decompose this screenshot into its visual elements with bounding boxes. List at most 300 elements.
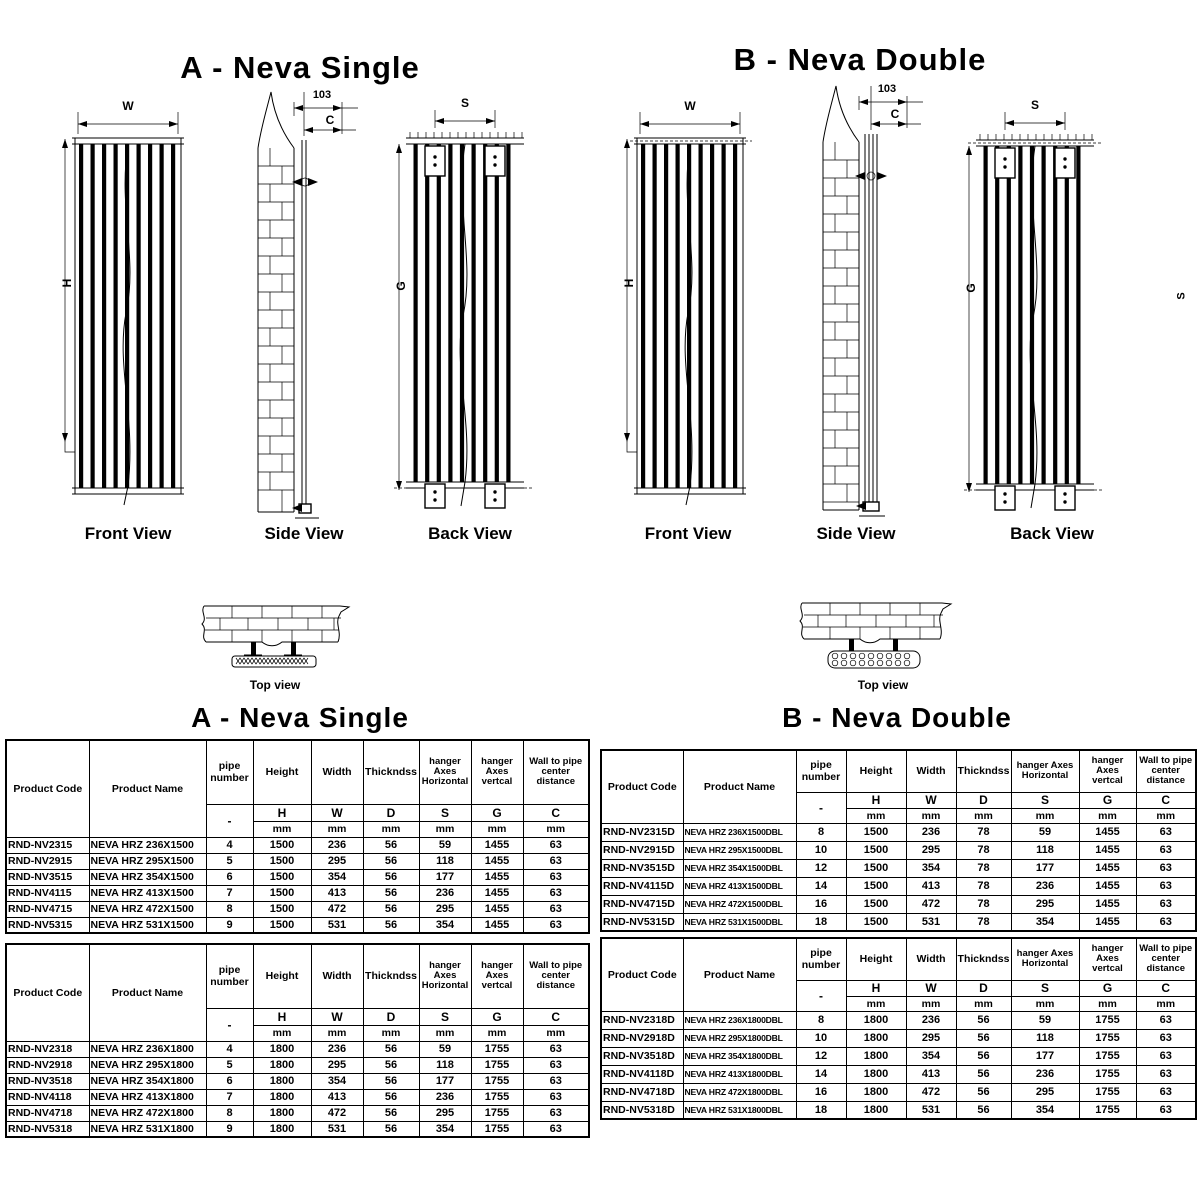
value-cell: 236 <box>1011 1065 1079 1083</box>
dim-label-w: W <box>122 99 134 113</box>
table-row <box>6 1073 589 1089</box>
letter-d: D <box>363 804 419 821</box>
value-cell: 63 <box>523 869 589 885</box>
value-cell: 1455 <box>471 885 523 901</box>
value-cell: 56 <box>363 1105 419 1121</box>
value-cell: 56 <box>956 1101 1011 1119</box>
col-header-thickness: Thickndss <box>956 938 1011 980</box>
product-code-cell: RND-NV3515 <box>6 869 89 885</box>
letter-dash: - <box>796 980 846 1011</box>
letter-c: C <box>1136 980 1196 996</box>
rail-teeth <box>980 134 1092 140</box>
product-code-cell: RND-NV4718D <box>601 1083 683 1101</box>
col-header-width: Width <box>311 944 363 1008</box>
table-row <box>601 895 1196 913</box>
value-cell: 1755 <box>471 1057 523 1073</box>
unit-cell: mm <box>1079 996 1136 1011</box>
letter-h: H <box>253 804 311 821</box>
value-cell: 56 <box>956 1083 1011 1101</box>
value-cell: 63 <box>523 837 589 853</box>
table-row <box>6 901 589 917</box>
product-code-cell: RND-NV2318 <box>6 1041 89 1057</box>
table-row <box>601 1029 1196 1047</box>
value-cell: 236 <box>1011 877 1079 895</box>
value-cell: 56 <box>363 1041 419 1057</box>
value-cell: 1500 <box>846 859 906 877</box>
brick-joints <box>818 603 934 639</box>
table-row <box>6 1121 589 1137</box>
product-name-cell: NEVA HRZ 413X1500DBL <box>683 877 796 895</box>
value-cell: 63 <box>523 1073 589 1089</box>
product-name-cell: NEVA HRZ 236X1800 <box>89 1041 206 1057</box>
product-name-cell: NEVA HRZ 531X1800DBL <box>683 1101 796 1119</box>
value-cell: 56 <box>363 853 419 869</box>
col-header-hanger-horizontal: hanger Axes Horizontal <box>1011 938 1079 980</box>
col-header-pipe-number: pipe number <box>206 944 253 1008</box>
value-cell: 63 <box>1136 877 1196 895</box>
product-name-cell: NEVA HRZ 472X1800DBL <box>683 1083 796 1101</box>
col-header-hanger-vertical: hanger Axes vertcal <box>471 944 523 1008</box>
table-row <box>6 1089 589 1105</box>
letter-g: G <box>471 804 523 821</box>
product-name-cell: NEVA HRZ 531X1500 <box>89 917 206 933</box>
letter-d: D <box>956 792 1011 808</box>
letter-d: D <box>363 1008 419 1025</box>
value-cell: 1455 <box>471 901 523 917</box>
value-cell: 63 <box>523 853 589 869</box>
section-a-title: A - Neva Single <box>180 50 420 85</box>
table-row <box>601 1065 1196 1083</box>
value-cell: 16 <box>796 1083 846 1101</box>
value-cell: 1800 <box>253 1057 311 1073</box>
front-view-drawing-double <box>620 98 760 510</box>
value-cell: 413 <box>906 877 956 895</box>
dim-label-s: S <box>1030 98 1040 112</box>
value-cell: 1500 <box>846 913 906 931</box>
value-cell: 12 <box>796 1047 846 1065</box>
spec-table-double-1800 <box>600 937 1197 1120</box>
value-cell: 5 <box>206 1057 253 1073</box>
col-header-pipe-number: pipe number <box>796 750 846 792</box>
value-cell: 1455 <box>1079 877 1136 895</box>
value-cell: 1755 <box>1079 1029 1136 1047</box>
value-cell: 1500 <box>253 853 311 869</box>
dim-label-g: G <box>964 283 978 293</box>
value-cell: 1500 <box>846 877 906 895</box>
product-code-cell: RND-NV4118D <box>601 1065 683 1083</box>
dim-label-w: W <box>684 99 696 113</box>
value-cell: 354 <box>1011 1101 1079 1119</box>
value-cell: 9 <box>206 917 253 933</box>
letter-w: W <box>906 792 956 808</box>
col-header-product-code: Product Code <box>601 938 683 1011</box>
value-cell: 12 <box>796 859 846 877</box>
value-cell: 1500 <box>253 869 311 885</box>
value-cell: 63 <box>1136 895 1196 913</box>
unit-cell: mm <box>906 996 956 1011</box>
product-name-cell: NEVA HRZ 472X1500 <box>89 901 206 917</box>
value-cell: 1800 <box>253 1073 311 1089</box>
product-code-cell: RND-NV3515D <box>601 859 683 877</box>
value-cell: 63 <box>1136 841 1196 859</box>
value-cell: 1500 <box>253 837 311 853</box>
value-cell: 1755 <box>471 1073 523 1089</box>
value-cell: 1500 <box>253 885 311 901</box>
value-cell: 56 <box>363 837 419 853</box>
product-name-cell: NEVA HRZ 413X1800 <box>89 1089 206 1105</box>
value-cell: 354 <box>1011 913 1079 931</box>
value-cell: 118 <box>419 1057 471 1073</box>
value-cell: 56 <box>363 1057 419 1073</box>
dim-label-103: 103 <box>877 83 897 95</box>
value-cell: 56 <box>363 917 419 933</box>
unit-cell: mm <box>471 1025 523 1041</box>
value-cell: 1455 <box>1079 913 1136 931</box>
table-row <box>601 1083 1196 1101</box>
value-cell: 1800 <box>846 1029 906 1047</box>
unit-cell: mm <box>1011 996 1079 1011</box>
value-cell: 56 <box>956 1011 1011 1029</box>
value-cell: 354 <box>906 1047 956 1065</box>
back-view-drawing-double <box>962 98 1107 516</box>
col-header-height: Height <box>846 938 906 980</box>
unit-cell: mm <box>253 821 311 837</box>
table-row <box>6 885 589 901</box>
table-row <box>601 841 1196 859</box>
value-cell: 295 <box>1011 1083 1079 1101</box>
dim-label-h: H <box>60 278 74 288</box>
col-header-wall-to-pipe: Wall to pipe center distance <box>523 944 589 1008</box>
product-name-cell: NEVA HRZ 531X1500DBL <box>683 913 796 931</box>
value-cell: 8 <box>206 1105 253 1121</box>
product-name-cell: NEVA HRZ 295X1500 <box>89 853 206 869</box>
value-cell: 531 <box>906 913 956 931</box>
product-name-cell: NEVA HRZ 236X1500DBL <box>683 823 796 841</box>
value-cell: 9 <box>206 1121 253 1137</box>
value-cell: 1755 <box>1079 1047 1136 1065</box>
product-name-cell: NEVA HRZ 236X1500 <box>89 837 206 853</box>
unit-cell: mm <box>419 1025 471 1041</box>
value-cell: 63 <box>1136 859 1196 877</box>
product-name-cell: NEVA HRZ 354X1800 <box>89 1073 206 1089</box>
col-header-thickness: Thickndss <box>363 740 419 804</box>
value-cell: 78 <box>956 823 1011 841</box>
value-cell: 78 <box>956 841 1011 859</box>
col-header-height: Height <box>253 740 311 804</box>
brick-courses <box>823 160 859 502</box>
value-cell: 472 <box>906 895 956 913</box>
section-b-title: B - Neva Double <box>733 42 987 77</box>
value-cell: 413 <box>311 885 363 901</box>
unit-cell: mm <box>419 821 471 837</box>
col-header-product-code: Product Code <box>6 740 89 837</box>
value-cell: 295 <box>419 901 471 917</box>
value-cell: 63 <box>1136 913 1196 931</box>
rail-teeth <box>410 132 522 138</box>
letter-g: G <box>1079 792 1136 808</box>
product-code-cell: RND-NV4715D <box>601 895 683 913</box>
value-cell: 236 <box>906 823 956 841</box>
col-header-product-name: Product Name <box>683 750 796 823</box>
value-cell: 8 <box>796 1011 846 1029</box>
value-cell: 413 <box>906 1065 956 1083</box>
value-cell: 1755 <box>1079 1011 1136 1029</box>
col-header-product-code: Product Code <box>6 944 89 1041</box>
table-row <box>6 1105 589 1121</box>
table-row <box>6 1041 589 1057</box>
letter-h: H <box>846 792 906 808</box>
brick-joints <box>220 606 334 642</box>
col-header-hanger-horizontal: hanger Axes Horizontal <box>419 944 471 1008</box>
value-cell: 1800 <box>253 1121 311 1137</box>
product-code-cell: RND-NV4118 <box>6 1089 89 1105</box>
letter-s: S <box>419 804 471 821</box>
value-cell: 295 <box>311 853 363 869</box>
view-label-front-double: Front View <box>644 524 732 543</box>
product-name-cell: NEVA HRZ 354X1500 <box>89 869 206 885</box>
spec-table-single-1800 <box>5 943 590 1138</box>
value-cell: 14 <box>796 1065 846 1083</box>
value-cell: 63 <box>1136 1101 1196 1119</box>
product-name-cell: NEVA HRZ 236X1800DBL <box>683 1011 796 1029</box>
value-cell: 1500 <box>253 917 311 933</box>
value-cell: 14 <box>796 877 846 895</box>
value-cell: 63 <box>523 1089 589 1105</box>
pipe-sections <box>832 653 910 666</box>
letter-c: C <box>1136 792 1196 808</box>
col-header-wall-to-pipe: Wall to pipe center distance <box>523 740 589 804</box>
product-code-cell: RND-NV2315D <box>601 823 683 841</box>
product-code-cell: RND-NV3518 <box>6 1073 89 1089</box>
value-cell: 4 <box>206 837 253 853</box>
value-cell: 1755 <box>471 1089 523 1105</box>
col-header-wall-to-pipe: Wall to pipe center distance <box>1136 750 1196 792</box>
product-code-cell: RND-NV2918D <box>601 1029 683 1047</box>
value-cell: 63 <box>1136 823 1196 841</box>
unit-cell: mm <box>956 996 1011 1011</box>
col-header-pipe-number: pipe number <box>206 740 253 804</box>
spec-table-double-1500 <box>600 749 1197 932</box>
unit-cell: mm <box>363 821 419 837</box>
col-header-height: Height <box>846 750 906 792</box>
unit-cell: mm <box>1079 808 1136 823</box>
value-cell: 1455 <box>1079 841 1136 859</box>
unit-cell: mm <box>523 1025 589 1041</box>
product-code-cell: RND-NV4718 <box>6 1105 89 1121</box>
value-cell: 10 <box>796 1029 846 1047</box>
value-cell: 177 <box>1011 1047 1079 1065</box>
value-cell: 1755 <box>471 1041 523 1057</box>
table-body-single-1800 <box>6 1041 589 1137</box>
table-row <box>601 913 1196 931</box>
value-cell: 56 <box>363 901 419 917</box>
value-cell: 63 <box>1136 1047 1196 1065</box>
product-code-cell: RND-NV2915D <box>601 841 683 859</box>
unit-cell: mm <box>311 821 363 837</box>
letter-dash: - <box>206 1008 253 1041</box>
dim-label-103: 103 <box>312 89 332 101</box>
table-body-double-1800 <box>601 1011 1196 1119</box>
table-row <box>601 1047 1196 1065</box>
view-label-top-double: Top view <box>857 678 909 692</box>
value-cell: 63 <box>1136 1083 1196 1101</box>
product-name-cell: NEVA HRZ 354X1500DBL <box>683 859 796 877</box>
value-cell: 1500 <box>846 895 906 913</box>
value-cell: 1755 <box>471 1121 523 1137</box>
value-cell: 177 <box>419 869 471 885</box>
value-cell: 1455 <box>471 869 523 885</box>
unit-cell: mm <box>1011 808 1079 823</box>
value-cell: 63 <box>523 901 589 917</box>
value-cell: 10 <box>796 841 846 859</box>
value-cell: 1455 <box>1079 823 1136 841</box>
col-header-hanger-horizontal: hanger Axes Horizontal <box>1011 750 1079 792</box>
product-name-cell: NEVA HRZ 531X1800 <box>89 1121 206 1137</box>
back-view-drawing-single <box>392 96 537 514</box>
front-view-drawing-single <box>58 98 198 510</box>
letter-w: W <box>311 804 363 821</box>
value-cell: 7 <box>206 1089 253 1105</box>
value-cell: 295 <box>1011 895 1079 913</box>
dim-label-s: S <box>460 96 470 110</box>
value-cell: 1800 <box>253 1089 311 1105</box>
col-header-wall-to-pipe: Wall to pipe center distance <box>1136 938 1196 980</box>
unit-cell: mm <box>471 821 523 837</box>
letter-h: H <box>253 1008 311 1025</box>
col-header-product-name: Product Name <box>683 938 796 1011</box>
product-name-cell: NEVA HRZ 295X1800 <box>89 1057 206 1073</box>
view-label-back-single: Back View <box>428 524 512 543</box>
view-label-side-single: Side View <box>264 524 344 543</box>
value-cell: 1800 <box>846 1101 906 1119</box>
value-cell: 1500 <box>253 901 311 917</box>
value-cell: 78 <box>956 859 1011 877</box>
col-header-width: Width <box>311 740 363 804</box>
value-cell: 1800 <box>846 1083 906 1101</box>
product-name-cell: NEVA HRZ 413X1800DBL <box>683 1065 796 1083</box>
value-cell: 78 <box>956 877 1011 895</box>
value-cell: 56 <box>956 1029 1011 1047</box>
col-header-product-name: Product Name <box>89 740 206 837</box>
letter-c: C <box>523 804 589 821</box>
brick-joints <box>270 148 282 512</box>
unit-cell: mm <box>1136 808 1196 823</box>
product-name-cell: NEVA HRZ 295X1500DBL <box>683 841 796 859</box>
dim-label-c: C <box>890 107 900 121</box>
value-cell: 56 <box>363 869 419 885</box>
top-view-drawing-double <box>790 595 960 673</box>
value-cell: 59 <box>1011 823 1079 841</box>
radiator-slats <box>79 144 175 488</box>
value-cell: 177 <box>419 1073 471 1089</box>
product-code-cell: RND-NV4115 <box>6 885 89 901</box>
value-cell: 63 <box>1136 1011 1196 1029</box>
top-view-drawing-single <box>192 598 357 673</box>
value-cell: 16 <box>796 895 846 913</box>
value-cell: 63 <box>523 1121 589 1137</box>
value-cell: 1755 <box>1079 1083 1136 1101</box>
side-view-drawing-double <box>803 80 935 528</box>
product-code-cell: RND-NV2915 <box>6 853 89 869</box>
value-cell: 63 <box>523 885 589 901</box>
letter-w: W <box>906 980 956 996</box>
col-header-width: Width <box>906 750 956 792</box>
table-section-a-title: A - Neva Single <box>191 702 409 733</box>
value-cell: 236 <box>311 837 363 853</box>
value-cell: 63 <box>1136 1029 1196 1047</box>
value-cell: 63 <box>523 917 589 933</box>
value-cell: 1455 <box>471 837 523 853</box>
product-code-cell: RND-NV2315 <box>6 837 89 853</box>
value-cell: 1800 <box>846 1065 906 1083</box>
value-cell: 118 <box>1011 841 1079 859</box>
letter-g: G <box>1079 980 1136 996</box>
table-body-double-1500 <box>601 823 1196 931</box>
value-cell: 531 <box>906 1101 956 1119</box>
view-label-side-double: Side View <box>816 524 896 543</box>
value-cell: 177 <box>1011 859 1079 877</box>
letter-c: C <box>523 1008 589 1025</box>
value-cell: 354 <box>311 1073 363 1089</box>
value-cell: 1755 <box>1079 1065 1136 1083</box>
table-row <box>6 853 589 869</box>
product-code-cell: RND-NV4115D <box>601 877 683 895</box>
view-label-top-single: Top view <box>249 678 301 692</box>
unit-cell: mm <box>253 1025 311 1041</box>
value-cell: 1500 <box>846 823 906 841</box>
radiator-slats <box>641 144 737 488</box>
product-code-cell: RND-NV5315 <box>6 917 89 933</box>
letter-dash: - <box>206 804 253 837</box>
value-cell: 59 <box>419 1041 471 1057</box>
value-cell: 78 <box>956 913 1011 931</box>
value-cell: 59 <box>1011 1011 1079 1029</box>
value-cell: 118 <box>419 853 471 869</box>
table-row <box>601 877 1196 895</box>
value-cell: 1455 <box>1079 895 1136 913</box>
unit-cell: mm <box>956 808 1011 823</box>
value-cell: 63 <box>523 1105 589 1121</box>
col-header-hanger-vertical: hanger Axes vertcal <box>1079 750 1136 792</box>
value-cell: 1755 <box>471 1105 523 1121</box>
col-header-pipe-number: pipe number <box>796 938 846 980</box>
letter-d: D <box>956 980 1011 996</box>
unit-cell: mm <box>906 808 956 823</box>
table-row <box>6 917 589 933</box>
unit-cell: mm <box>523 821 589 837</box>
letter-w: W <box>311 1008 363 1025</box>
product-name-cell: NEVA HRZ 295X1800DBL <box>683 1029 796 1047</box>
value-cell: 295 <box>311 1057 363 1073</box>
value-cell: 56 <box>956 1065 1011 1083</box>
side-view-drawing-single <box>238 86 370 528</box>
value-cell: 56 <box>363 1121 419 1137</box>
product-name-cell: NEVA HRZ 413X1500 <box>89 885 206 901</box>
col-header-hanger-horizontal: hanger Axes Horizontal <box>419 740 471 804</box>
cropped-s-dim-label: S <box>1175 292 1188 300</box>
col-header-thickness: Thickndss <box>956 750 1011 792</box>
value-cell: 56 <box>363 1089 419 1105</box>
value-cell: 1755 <box>1079 1101 1136 1119</box>
table-body-single-1500 <box>6 837 589 933</box>
letter-h: H <box>846 980 906 996</box>
value-cell: 354 <box>311 869 363 885</box>
value-cell: 354 <box>906 859 956 877</box>
value-cell: 56 <box>363 885 419 901</box>
value-cell: 18 <box>796 1101 846 1119</box>
product-code-cell: RND-NV3518D <box>601 1047 683 1065</box>
value-cell: 63 <box>523 1041 589 1057</box>
